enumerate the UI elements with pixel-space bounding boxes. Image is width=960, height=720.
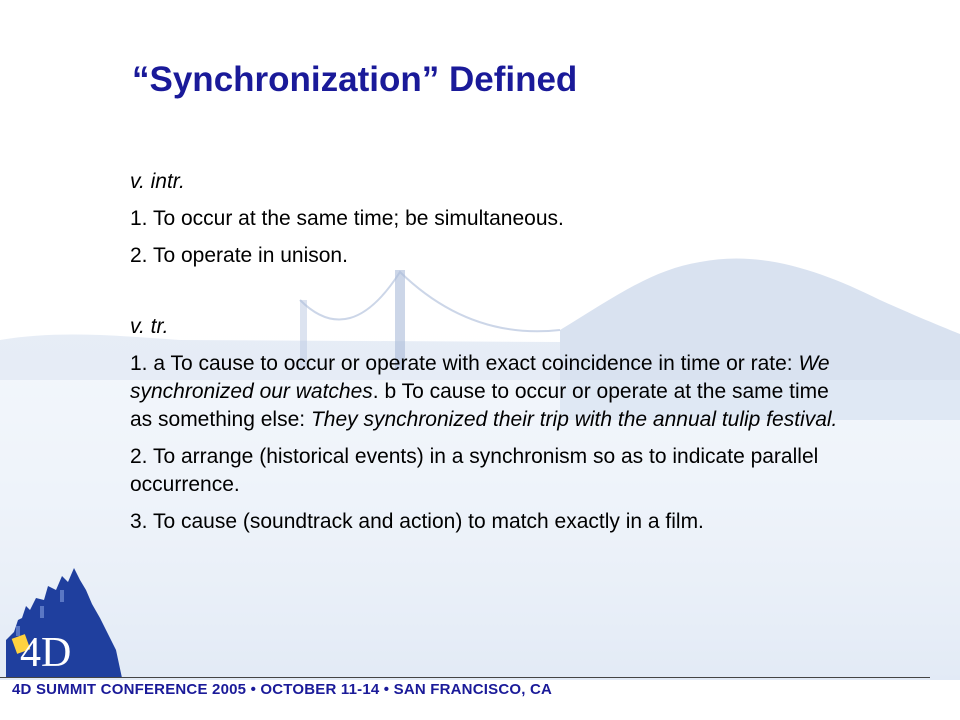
footer-divider: [0, 677, 930, 678]
conference-footer: 4D SUMMIT CONFERENCE 2005 • OCTOBER 11-14 • SAN FRANCISCO, CA: [12, 681, 553, 698]
definition-body: [130, 168, 850, 545]
intransitive-definition-1: 1. To occur at the same time; be simultaneous.: [130, 207, 564, 230]
transitive-label: v. tr.: [130, 315, 169, 338]
def1-example-a: We synchronized our watches: [130, 352, 830, 403]
4d-summit-logo: [0, 560, 130, 678]
intransitive-label: v. intr.: [130, 170, 185, 193]
logo-text: 4D: [20, 630, 72, 676]
def1-example-b: They synchronized their trip with the annual tulip festival.: [310, 408, 838, 431]
slide-title: “Synchronization” Defined: [132, 60, 578, 99]
def1-part-a: 1. a To cause to occur or operate with exact coincidence in time or rate:: [130, 352, 799, 375]
intransitive-definition-2: 2. To operate in unison.: [130, 244, 348, 267]
def1-part-b: . b To cause to occur or operate at the same time as something else:: [130, 380, 829, 431]
transitive-definition-1: [130, 350, 850, 434]
transitive-definition-2: 2. To arrange (historical events) in a synchronism so as to indicate parallel occurrence.: [130, 445, 819, 496]
section-gap: [130, 279, 850, 313]
transitive-definition-3: 3. To cause (soundtrack and action) to match exactly in a film.: [130, 510, 704, 533]
